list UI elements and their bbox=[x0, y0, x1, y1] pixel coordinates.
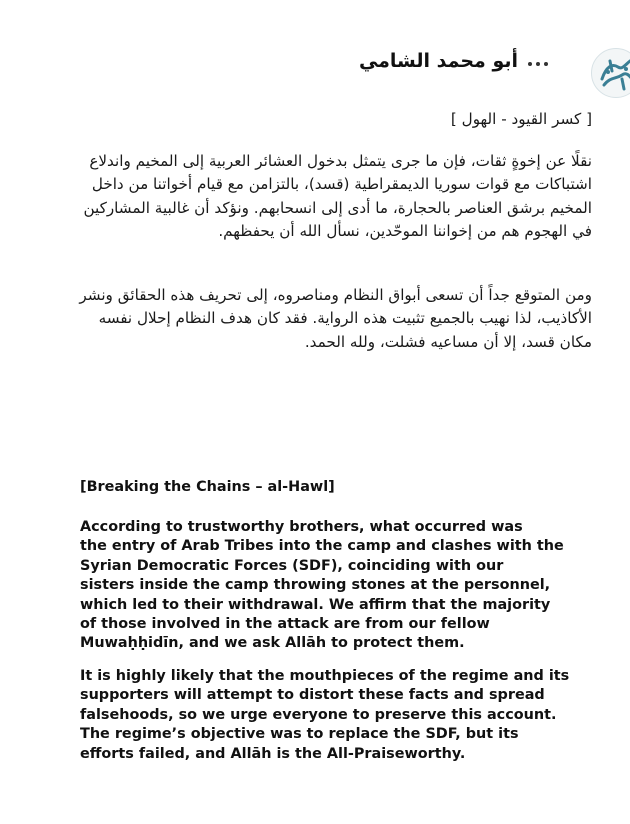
arabic-title: [ كسر القيود - الهول ] bbox=[450, 110, 592, 128]
more-dot-icon bbox=[536, 62, 540, 66]
arabic-paragraph-2: ومن المتوقع جداً أن تسعى أبواق النظام ومناصروه، إلى تحريف هذه الحقائق ونشر الأكاذيب، لذا نهيب بالجميع تثبيت هذه الرواية. فقد كان هدف النظام إحلال نفسه مكان قسد، إلا أن مساعيه فشلت، ولله الحمد. bbox=[79, 286, 592, 351]
english-paragraph-1-line: sisters inside the camp throwing stones at the personnel, bbox=[80, 577, 551, 594]
english-paragraph-2-line: The regime’s objective was to replace the SDF, but its bbox=[80, 726, 519, 743]
english-title: [Breaking the Chains – al-Hawl] bbox=[80, 479, 335, 495]
english-paragraph-2-line: supporters will attempt to distort these facts and spread bbox=[80, 687, 545, 704]
post-header bbox=[0, 0, 630, 110]
english-paragraph-1-line: According to trustworthy brothers, what occurred was bbox=[80, 519, 523, 535]
english-paragraph-2-line: efforts failed, and Allāh is the All-Praiseworthy. bbox=[80, 745, 466, 762]
english-paragraph-1-line: Muwaḥḥidīn, and we ask Allāh to protect them. bbox=[80, 635, 465, 652]
more-dot-icon bbox=[528, 62, 532, 66]
more-dot-icon bbox=[544, 62, 548, 66]
english-paragraph-2-line: It is highly likely that the mouthpieces of the regime and its bbox=[80, 668, 570, 684]
avatar-calligraphy-icon bbox=[592, 49, 630, 97]
english-paragraph-1-line: which led to their withdrawal. We affirm that the majority bbox=[80, 596, 551, 613]
english-paragraph-2-line: falsehoods, so we urge everyone to preserve this account. bbox=[80, 706, 557, 723]
english-paragraph-1-line: of those involved in the attack are from our fellow bbox=[80, 616, 490, 633]
avatar[interactable] bbox=[591, 48, 630, 98]
english-paragraph-1 bbox=[80, 518, 564, 654]
arabic-paragraph-1: نقلًا عن إخوةٍ ثقات، فإن ما جرى يتمثل بدخول العشائر العربية إلى المخيم واندلاع اشتباكات مع قوات سوريا الديمقراطية (قسد)، بالتزامن مع قيام أخواتنا من داخل المخيم برشق العناصر بالحجارة، ما أدى إلى انسحابهم. ونؤكد أن غالبية المشاركين في الهجوم هم من إخواننا الموحّدين، نسأل الله أن يحفظهم. bbox=[83, 152, 592, 241]
english-paragraph-2 bbox=[80, 667, 570, 764]
english-paragraph-1-line: the entry of Arab Tribes into the camp and clashes with the bbox=[80, 538, 564, 555]
more-options-button[interactable] bbox=[522, 54, 554, 74]
english-paragraph-1-line: Syrian Democratic Forces (SDF), coinciding with our bbox=[80, 557, 504, 574]
author-name[interactable]: أبو محمد الشامي bbox=[358, 50, 518, 72]
